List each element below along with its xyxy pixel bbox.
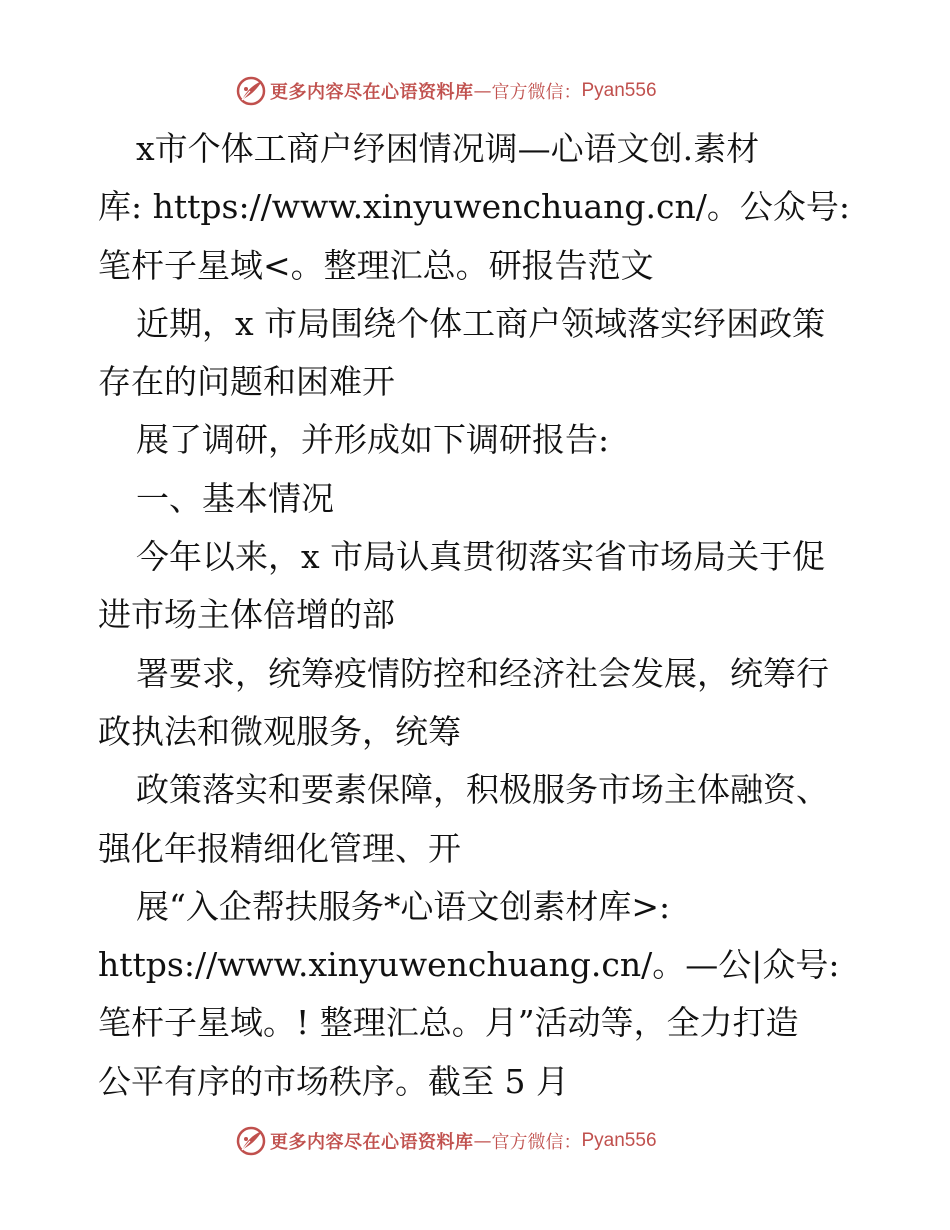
banner-separator: —: [473, 80, 492, 102]
banner-official-label: 官方微信：: [491, 82, 582, 103]
header-banner: [236, 76, 716, 106]
paragraph-line: 强化年报精细化管理、开: [98, 828, 461, 868]
paragraph-line: 今年以来，x 市局认真贯彻落实省市场局关于促: [136, 537, 826, 577]
banner-official-label: 官方微信：: [491, 1132, 582, 1153]
paragraph-line: 公平有序的市场秩序。截至 5 月: [98, 1061, 569, 1101]
feather-pen-logo-icon: [236, 76, 266, 106]
paragraph-line: 展了调研，并形成如下调研报告:: [136, 420, 610, 460]
paragraph-line: 政执法和微观服务，统筹: [98, 711, 461, 751]
title-line-3: 笔杆子星域<。整理汇总。研报告范文: [98, 245, 654, 285]
paragraph-line: 近期，x 市局围绕个体工商户领域落实纾困政策: [136, 303, 826, 343]
title-line-1: x市个体工商户纾困情况调—心语文创.素材: [136, 129, 760, 168]
paragraph-line: 存在的问题和困难开: [98, 362, 395, 402]
paragraph-line: 笔杆子星域。! 整理汇总。月”活动等，全力打造: [98, 1003, 799, 1043]
paragraph-line: 政策落实和要素保障，积极服务市场主体融资、: [136, 770, 829, 810]
banner-separator: —: [473, 1130, 492, 1152]
banner-wechat-id: Pyan556: [581, 80, 657, 101]
banner-slogan: 更多内容尽在心语资料库: [270, 1132, 474, 1153]
paragraph-line: 进市场主体倍增的部: [98, 595, 395, 635]
banner-slogan: 更多内容尽在心语资料库: [270, 82, 474, 103]
paragraph-line: https://www.xinyuwenchuang.cn/。—公|众号:: [98, 945, 840, 985]
title-line-2: 库: https://www.xinyuwenchuang.cn/。公众号:: [98, 187, 850, 227]
document-body: [98, 120, 858, 1111]
feather-pen-logo-icon: [236, 1126, 266, 1156]
banner-wechat-id: Pyan556: [581, 1130, 657, 1151]
section-heading: 一、基本情况: [136, 478, 334, 518]
paragraph-line: 署要求，统筹疫情防控和经济社会发展，统筹行: [136, 653, 829, 693]
footer-banner: [236, 1126, 716, 1156]
paragraph-line: 展“入企帮扶服务*心语文创素材库>:: [136, 886, 671, 926]
